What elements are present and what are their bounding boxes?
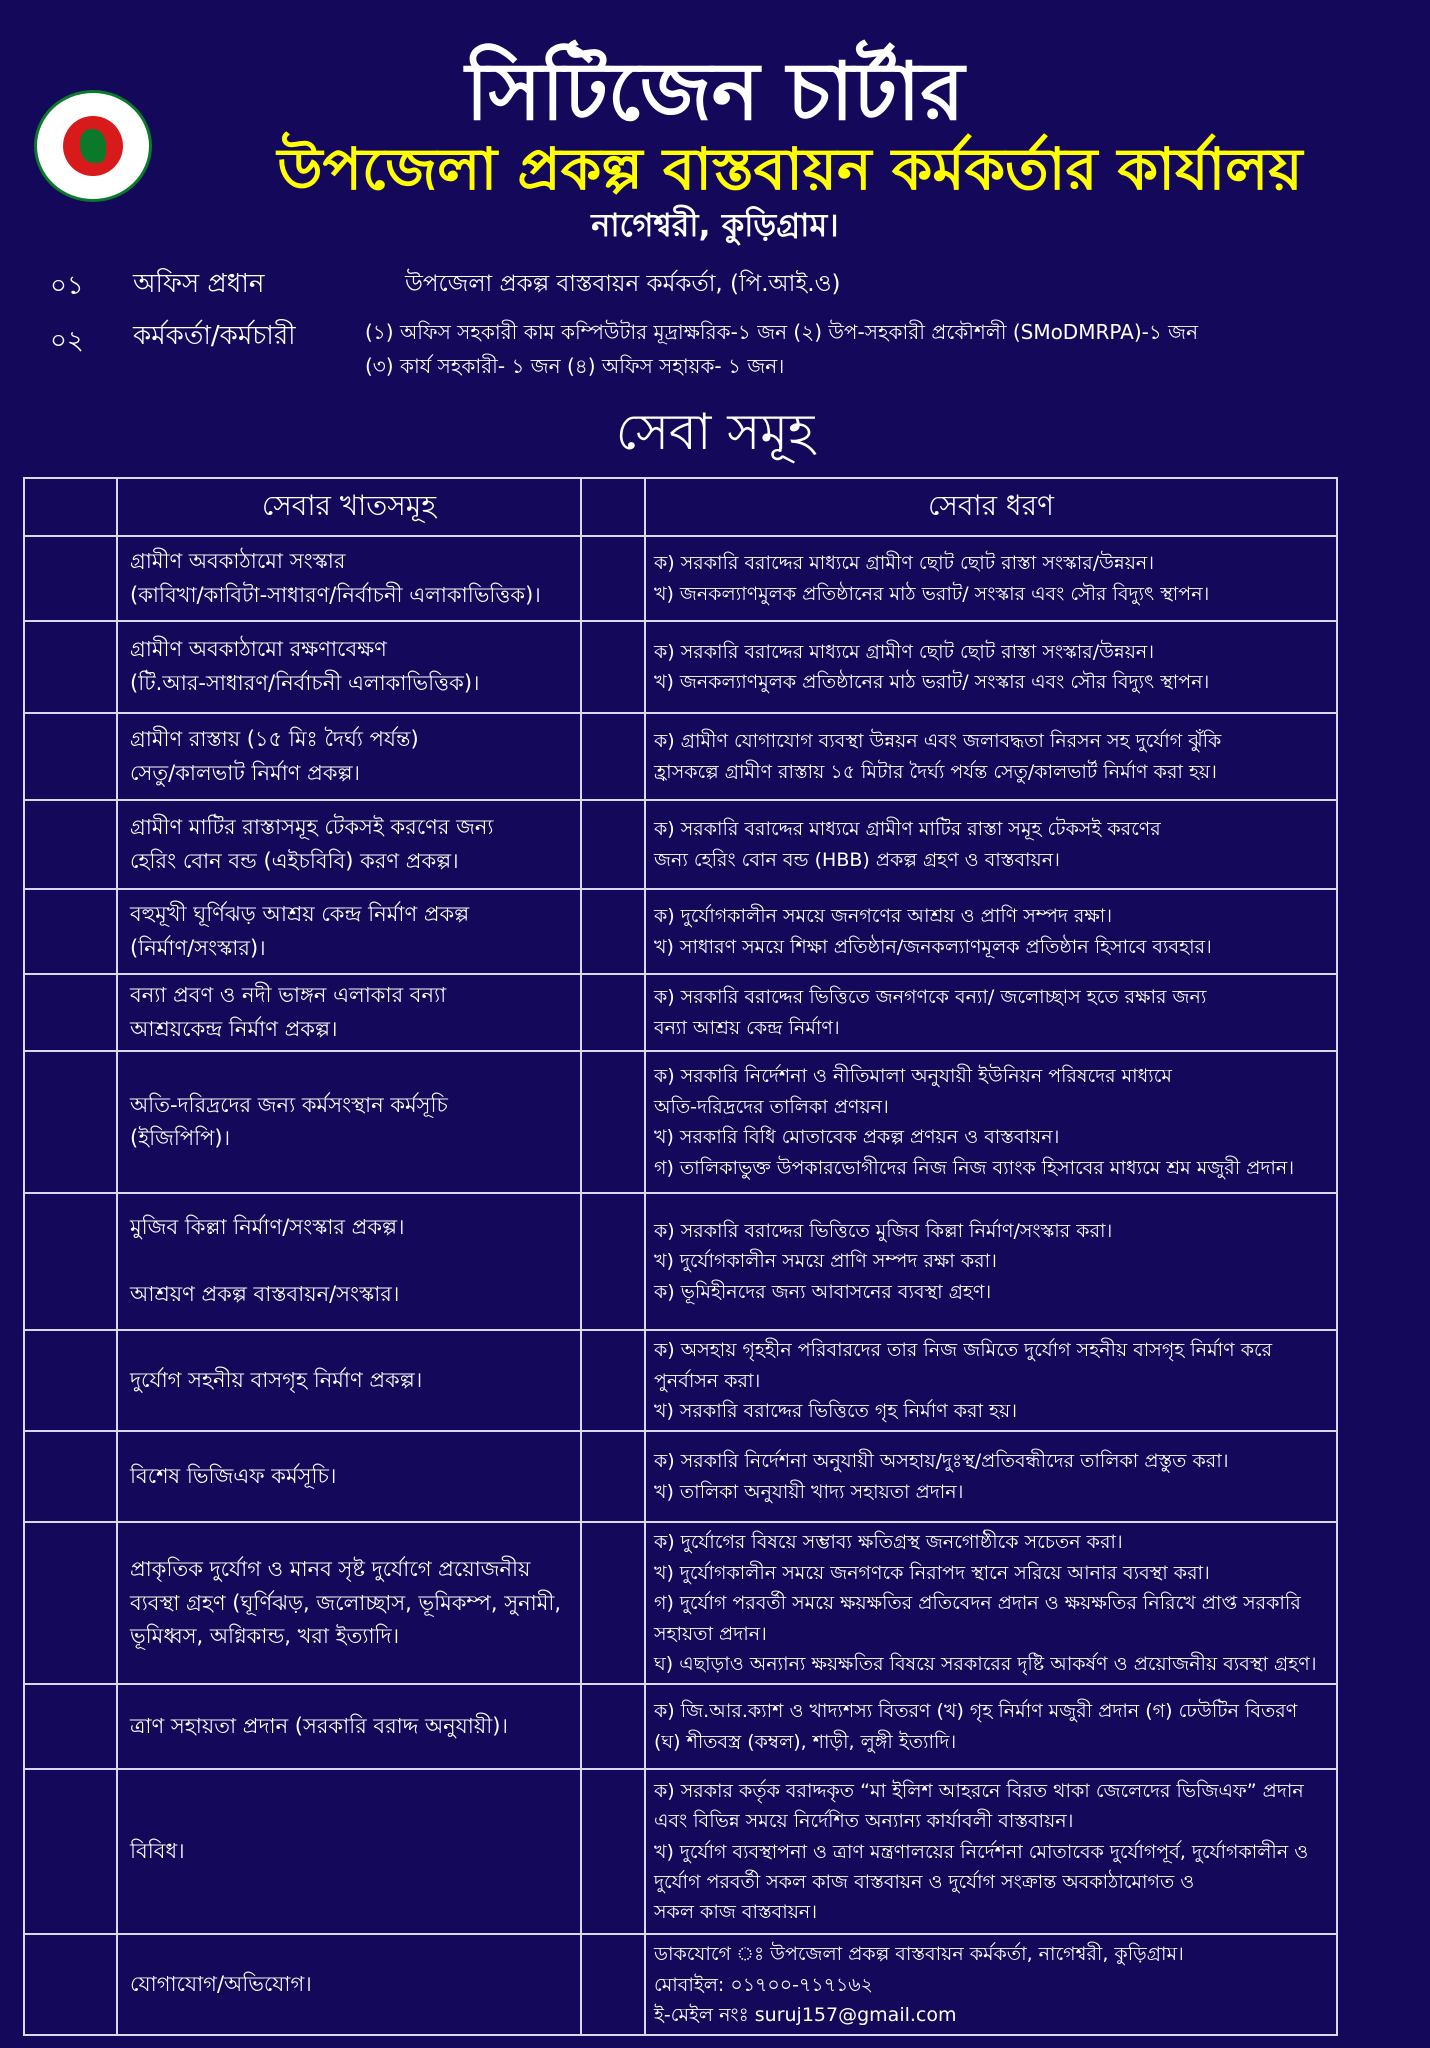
cell-line — [130, 1245, 572, 1279]
cell-line: (টি.আর-সাধারণ/নির্বাচনী এলাকাভিত্তিক)। — [130, 671, 480, 695]
cell-line: ক) ভূমিহীনদের জন্য আবাসনের ব্যবস্থা গ্রহণ। — [654, 1280, 992, 1303]
cell-line: ক) সরকারি বরাদ্দের ভিত্তিতে জনগণকে বন্যা/ জলোচ্ছাস হতে রক্ষার জন্য — [654, 986, 1207, 1009]
service-description — [645, 1330, 1337, 1431]
table-row — [24, 1330, 1337, 1431]
blank-cell — [581, 478, 645, 536]
cell-line: (ঘ) শীতবস্ত্র (কম্বল), শাড়ী, লুঙ্গী ইত্যাদি। — [654, 1730, 957, 1753]
blank-cell — [24, 1934, 117, 2035]
blank-cell — [581, 889, 645, 974]
cell-line: বিবিধ। — [130, 1839, 185, 1864]
cell-line: ক) গ্রামীণ যোগাযোগ ব্যবস্থা উন্নয়ন এবং জলাবদ্ধতা নিরসন সহ দুর্যোগ ঝুঁকি — [654, 730, 1222, 753]
service-description — [645, 800, 1337, 889]
cell-line: আশ্রয়ণ প্রকল্প বাস্তবায়ন/সংস্কার। — [130, 1282, 400, 1307]
cell-line: ক) জি.আর.ক্যাশ ও খাদ্যশস্য বিতরণ (খ) গৃহ নির্মাণ মজুরী প্রদান (গ) ঢেউটিন বিতরণ — [654, 1700, 1298, 1723]
cell-line: মুজিব কিল্লা নির্মাণ/সংস্কার প্রকল্প। — [130, 1215, 405, 1240]
blank-cell — [24, 536, 117, 621]
blank-cell — [24, 1193, 117, 1330]
service-category — [117, 1431, 581, 1522]
blank-cell — [581, 800, 645, 889]
service-description — [645, 713, 1337, 800]
cell-line: জন্য হেরিং বোন বন্ড (HBB) প্রকল্প গ্রহণ ও বাস্তবায়ন। — [654, 848, 1060, 871]
cell-line: যোগাযোগ/অভিযোগ। — [130, 1972, 312, 1997]
service-description — [645, 621, 1337, 713]
cell-line: ক) সরকারি বরাদ্দের মাধ্যমে গ্রামীণ মাটির রাস্তা সমূহ টেকসই করণের — [654, 818, 1161, 841]
cell-line: অতি-দরিদ্রদের জন্য কর্মসংস্থান কর্মসূচি — [130, 1092, 448, 1117]
blank-cell — [24, 974, 117, 1051]
service-category — [117, 1769, 581, 1934]
blank-cell — [581, 1193, 645, 1330]
blank-cell — [24, 1431, 117, 1522]
blank-cell — [24, 1684, 117, 1769]
section-title: সেবা সমূহ — [615, 403, 815, 461]
blank-cell — [24, 889, 117, 974]
table-row — [24, 1431, 1337, 1522]
cell-line: ক) দুর্যোগকালীন সময়ে জনগণের আশ্রয় ও প্রাণি সম্পদ রক্ষা। — [654, 905, 1113, 928]
cell-line: খ) সাধারণ সময়ে শিক্ষা প্রতিষ্ঠান/জনকল্যাণমূলক প্রতিষ্ঠান হিসাবে ব্যবহার। — [654, 935, 1212, 958]
info-num: ০১ — [50, 271, 84, 301]
cell-line: দুর্যোগ সহনীয় বাসগৃহ নির্মাণ প্রকল্প। — [130, 1367, 423, 1392]
service-category — [117, 713, 581, 800]
blank-cell — [581, 536, 645, 621]
cell-line: খ) তালিকা অনুযায়ী খাদ্য সহায়তা প্রদান। — [654, 1480, 964, 1503]
service-category — [117, 974, 581, 1051]
cell-line: ক) সরকার কর্তৃক বরাদ্দকৃত “মা ইলিশ আহরনে বিরত থাকা জেলেদের ভিজিএফ” প্রদান — [654, 1779, 1304, 1802]
cell-line: ত্রাণ সহায়তা প্রদান (সরকারি বরাদ্দ অনুযায়ী)। — [130, 1714, 508, 1739]
table-row — [24, 536, 1337, 621]
cell-line: খ) দুর্যোগকালীন সময়ে জনগণকে নিরাপদ স্থানে সরিয়ে আনার ব্যবস্থা করা। — [654, 1561, 1210, 1584]
service-description — [645, 889, 1337, 974]
table-row — [24, 1684, 1337, 1769]
cell-line: খ) সরকারি বরাদ্দের ভিত্তিতে গৃহ নির্মাণ করা হয়। — [654, 1399, 1018, 1422]
service-category — [117, 1522, 581, 1684]
cell-line: খ) সরকারি বিধি মোতাবেক প্রকল্প প্রণয়ন ও বাস্তবায়ন। — [654, 1126, 1060, 1149]
blank-cell — [581, 1522, 645, 1684]
cell-line: গ) তালিকাভুক্ত উপকারভোগীদের নিজ নিজ ব্যাংক হিসাবের মাধ্যমে শ্রম মজুরী প্রদান। — [654, 1156, 1295, 1179]
blank-cell — [581, 1431, 645, 1522]
service-category — [117, 536, 581, 621]
cell-line: ক) সরকারি নির্দেশনা অনুযায়ী অসহায়/দুঃস্থ/প্রতিবন্ধীদের তালিকা প্রস্তুত করা। — [654, 1450, 1229, 1473]
cell-line: ঘ) এছাড়াও অন্যান্য ক্ষয়ক্ষতির বিষয়ে সরকারের দৃষ্টি আকর্ষণ ও প্রয়োজনীয় ব্যবস্থা গ্রহণ। — [654, 1652, 1317, 1675]
blank-cell — [581, 974, 645, 1051]
office-name: উপজেলা প্রকল্প বাস্তবায়ন কর্মকর্তার কার্যালয় — [277, 135, 1303, 203]
service-description — [645, 1193, 1337, 1330]
service-category — [117, 1051, 581, 1193]
table-row — [24, 621, 1337, 713]
table-row — [24, 713, 1337, 800]
cell-line: বহুমূখী ঘূর্ণিঝড় আশ্রয় কেন্দ্র নির্মাণ প্রকল্প — [130, 901, 470, 926]
page-title: সিটিজেন চার্টার — [465, 45, 965, 138]
table-row — [24, 1193, 1337, 1330]
cell-line: ক) সরকারি বরাদ্দের মাধ্যমে গ্রামীণ ছোট ছোট রাস্তা সংস্কার/উন্নয়ন। — [654, 552, 1155, 575]
cell-line: সকল কাজ বাস্তবায়ন। — [654, 1901, 818, 1924]
cell-line: গ) দুর্যোগ পরবর্তী সময়ে ক্ষয়ক্ষতির প্রতিবেদন প্রদান ও ক্ষয়ক্ষতির নিরিখে প্রাপ্ত সরকারি সহায়তা প্রদান। — [654, 1592, 1301, 1645]
cell-line: ব্যবস্থা গ্রহণ (ঘূর্ণিঝড়, জলোচ্ছাস, ভূমিকম্প, সুনামী, — [130, 1590, 562, 1615]
service-description — [645, 536, 1337, 621]
blank-cell — [24, 1522, 117, 1684]
service-description — [645, 1522, 1337, 1684]
blank-cell — [581, 1051, 645, 1193]
table-row — [24, 1769, 1337, 1934]
blank-cell — [24, 1051, 117, 1193]
blank-cell — [581, 1330, 645, 1431]
table-row — [24, 974, 1337, 1051]
blank-cell — [581, 713, 645, 800]
blank-cell — [581, 1769, 645, 1934]
blank-cell — [581, 1934, 645, 2035]
cell-line: (নির্মাণ/সংস্কার)। — [130, 935, 266, 960]
service-category — [117, 1193, 581, 1330]
blank-cell — [24, 1330, 117, 1431]
blank-cell — [24, 800, 117, 889]
cell-line: খ) দুর্যোগকালীন সময়ে প্রাণি সম্পদ রক্ষা করা। — [654, 1250, 997, 1273]
cell-line: গ্রামীণ মাটির রাস্তাসমূহ টেকসই করণের জন্য — [130, 814, 494, 839]
cell-line: (ইজিপিপি)। — [130, 1126, 231, 1151]
cell-line: ক) সরকারি নির্দেশনা ও নীতিমালা অনুযায়ী ইউনিয়ন পরিষদের মাধ্যমে — [654, 1065, 1172, 1088]
info-value: (১) অফিস সহকারী কাম কম্পিউটার মূদ্রাক্ষরিক-১ জন (২) উপ-সহকারী প্রকৌশলী (SMoDMRPA)-১ জন — [365, 320, 1199, 344]
service-description — [645, 1934, 1337, 2035]
cell-line: ক) অসহায় গৃহহীন পরিবারদের তার নিজ জমিতে দুর্যোগ সহনীয় বাসগৃহ নির্মাণ করে পুনর্বাসন করা। — [654, 1339, 1273, 1392]
service-description — [645, 974, 1337, 1051]
service-category — [117, 1330, 581, 1431]
cell-line: খ) জনকল্যাণমুলক প্রতিষ্ঠানের মাঠ ভরাট/ সংস্কার এবং সৌর বিদ্যুৎ স্থাপন। — [654, 582, 1210, 605]
info-label: অফিস প্রধান — [133, 269, 265, 299]
blank-cell — [24, 478, 117, 536]
cell-line: খ) জনকল্যাণমুলক প্রতিষ্ঠানের মাঠ ভরাট/ সংস্কার এবং সৌর বিদ্যুৎ স্থাপন। — [654, 671, 1210, 693]
cell-line: ই-মেইল নংঃ suruj157@gmail.com — [654, 2004, 957, 2027]
blank-cell — [24, 1769, 117, 1934]
cell-line: মোবাইল: ০১৭০০-৭১৭১৬২ — [654, 1973, 874, 1996]
info-label: কর্মকর্তা/কর্মচারী — [133, 321, 296, 351]
cell-line: বিশেষ ভিজিএফ কর্মসূচি। — [130, 1464, 337, 1489]
cell-line: (কাবিখা/কাবিটা-সাধারণ/নির্বাচনী এলাকাভিত্তিক)। — [130, 582, 541, 607]
cell-line: হেরিং বোন বন্ড (এইচবিবি) করণ প্রকল্প। — [130, 848, 459, 873]
service-category — [117, 1684, 581, 1769]
blank-cell — [24, 713, 117, 800]
blank-cell — [581, 621, 645, 713]
cell-line: বন্যা আশ্রয় কেন্দ্র নির্মাণ। — [654, 1016, 840, 1039]
table-row — [24, 800, 1337, 889]
column-header: সেবার খাতসমূহ — [117, 478, 581, 536]
cell-line: খ) দুর্যোগ ব্যবস্থাপনা ও ত্রাণ মন্ত্রণালয়ের নির্দেশনা মোতাবেক দুর্যোগপূর্ব, দুর্যোগকালীন ও — [654, 1840, 1309, 1863]
table-header-row — [24, 478, 1337, 536]
cell-line: প্রাকৃতিক দুর্যোগ ও মানব সৃষ্ট দুর্যোগে প্রয়োজনীয় — [130, 1556, 531, 1581]
blank-cell — [24, 621, 117, 713]
services-table — [23, 477, 1338, 2036]
cell-line: আশ্রয়কেন্দ্র নির্মাণ প্রকল্প। — [130, 1016, 338, 1041]
service-description — [645, 1769, 1337, 1934]
cell-line: ক) দুর্যোগের বিষয়ে সম্ভাব্য ক্ষতিগ্রস্থ জনগোষ্ঠীকে সচেতন করা। — [654, 1531, 1123, 1554]
table-row — [24, 889, 1337, 974]
table-row — [24, 1522, 1337, 1684]
cell-line: ক) সরকারি বরাদ্দের ভিত্তিতে মুজিব কিল্লা নির্মাণ/সংস্কার করা। — [654, 1220, 1113, 1243]
cell-line: হ্রাসকল্পে গ্রামীণ রাস্তায় ১৫ মিটার দৈর্ঘ্য পর্যন্ত সেতু/কালভার্ট নির্মাণ করা হয়। — [654, 760, 1217, 783]
cell-line: বন্যা প্রবণ ও নদী ভাঙ্গন এলাকার বন্যা — [130, 983, 447, 1007]
table-row — [24, 1934, 1337, 2035]
service-category — [117, 621, 581, 713]
service-category — [117, 889, 581, 974]
info-value: (৩) কার্য সহকারী- ১ জন (৪) অফিস সহায়ক- ১ জন। — [365, 354, 785, 378]
cell-line: গ্রামীণ রাস্তায় (১৫ মিঃ দৈর্ঘ্য পর্যন্ত) — [130, 726, 419, 751]
cell-line: ক) সরকারি বরাদ্দের মাধ্যমে গ্রামীণ ছোট ছোট রাস্তা সংস্কার/উন্নয়ন। — [654, 640, 1155, 663]
cell-line: সেতু/কালভাট নির্মাণ প্রকল্প। — [130, 760, 361, 785]
cell-line: গ্রামীণ অবকাঠামো সংস্কার — [130, 548, 346, 573]
cell-line: দুর্যোগ পরবর্তী সকল কাজ বাস্তবায়ন ও দুর্যোগ সংক্রান্ত অবকাঠামোগত ও — [654, 1871, 1195, 1893]
cell-line: ভূমিধ্বস, অগ্নিকান্ড, খরা ইত্যাদি। — [130, 1624, 400, 1649]
column-header: সেবার ধরণ — [645, 478, 1337, 536]
cell-line: গ্রামীণ অবকাঠামো রক্ষণাবেক্ষণ — [130, 637, 387, 662]
service-description — [645, 1051, 1337, 1193]
info-value: উপজেলা প্রকল্প বাস্তবায়ন কর্মকর্তা, (পি.আই.ও) — [405, 271, 841, 297]
cell-line: ডাকযোগে ঃ উপজেলা প্রকল্প বাস্তবায়ন কর্মকর্তা, নাগেশ্বরী, কুড়িগ্রাম। — [654, 1943, 1184, 1966]
location: নাগেশ্বরী, কুড়িগ্রাম। — [591, 206, 839, 244]
table-row — [24, 1051, 1337, 1193]
service-category — [117, 1934, 581, 2035]
cell-line: এবং বিভিন্ন সময়ে নির্দেশিত অন্যান্য কার্যাবলী বাস্তবায়ন। — [654, 1810, 1074, 1833]
service-category — [117, 800, 581, 889]
service-description — [645, 1431, 1337, 1522]
service-description — [645, 1684, 1337, 1769]
info-num: ০২ — [50, 326, 84, 356]
blank-cell — [581, 1684, 645, 1769]
cell-line: অতি-দরিদ্রদের তালিকা প্রণয়ন। — [654, 1095, 889, 1118]
